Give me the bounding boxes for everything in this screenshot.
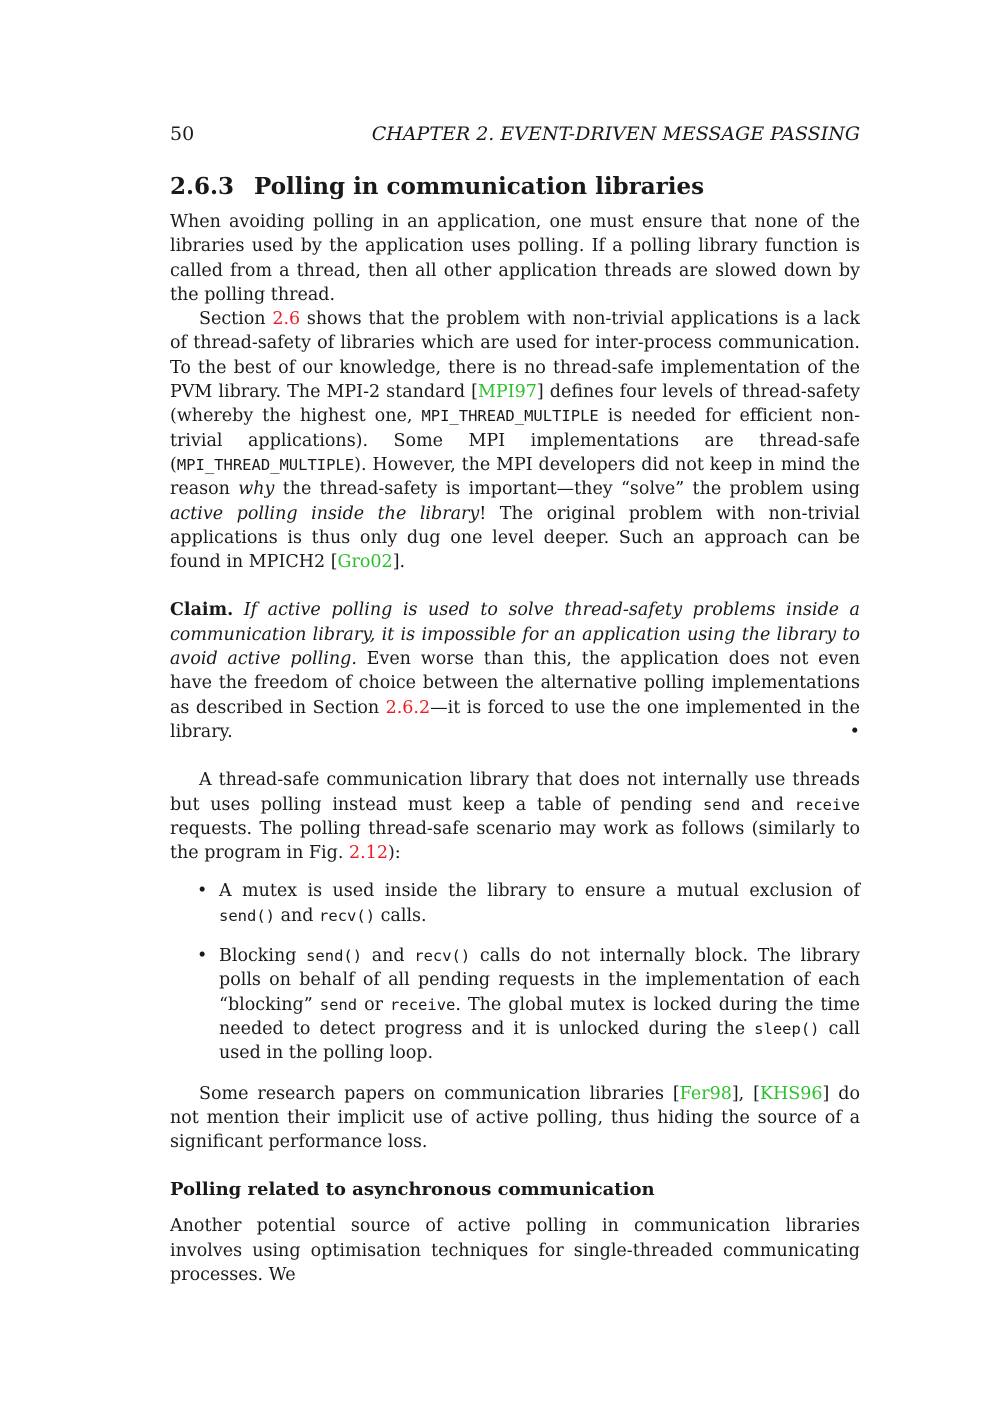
code-term: recv() [319,906,376,925]
code-term: receive [390,995,456,1014]
section-ref-link[interactable]: 2.6.2 [385,697,431,718]
code-term: send [702,795,741,814]
code-term: sleep() [754,1019,820,1038]
bullet-icon: • [197,881,208,902]
code-term: send() [219,906,275,925]
figure-ref-link[interactable]: 2.12 [348,843,388,864]
list-item: • A mutex is used inside the library to ensure a mutual exclusion of send() and recv() calls. [197,881,860,926]
bullet-icon: • [197,946,208,967]
paragraph-5: Another potential source of active polling in communication libraries involves using optimisation techniques for single-threaded communicating processes. We [170,1216,860,1285]
citation-link[interactable]: Fer98 [679,1083,732,1104]
main-content [170,172,860,1287]
page-number: 50 [170,123,195,145]
section-title: Polling in communication libraries [254,173,705,200]
claim-statement: If active polling is used to solve thread-safety problems inside a communication library, it is impossible for an application using the library to avoid active polling. [170,600,860,670]
code-term: send [319,995,358,1014]
code-term: MPI_THREAD_MULTIPLE [176,455,355,474]
running-title: CHAPTER 2. EVENT-DRIVEN MESSAGE PASSING [371,123,860,145]
paragraph-1: When avoiding polling in an application, one must ensure that none of the libraries used by the application uses polling. If a polling library function is called from a thread, then all other application threads are slowed down by the polling thread. [170,212,860,305]
citation-link[interactable]: MPI97 [478,382,537,403]
claim-label: Claim. [170,600,234,621]
subsection-heading: Polling related to asynchronous communication [170,1179,655,1201]
code-term: recv() [414,947,471,966]
list-item: • Blocking send() and recv() calls do not internally block. The library polls on behalf of all pending requests in the implementation of each “blocking” send or receive. The global mutex is locked during the time needed to detect progress and it is unlocked during the sleep() call used in the polling loop. [197,946,860,1064]
code-term: send() [306,947,363,966]
end-of-claim-bullet: • [849,721,860,742]
section-number: 2.6.3 [170,173,235,200]
paragraph-2: Section 2.6 shows that the problem with non-trivial applications is a lack of thread-safety of libraries which are used for inter-process communication. To the best of our knowledge, there is no thread-safe implementation of the PVM library. The MPI-2 standard [MPI97] defines four levels of thread-safety (whereby the highest one, MPI_THREAD_MULTIPLE is needed for efficient non-trivial applications). Some MPI implementations are thread-safe (MPI_THREAD_MULTIPLE). However, the MPI developers did not keep in mind the reason why the thread-safety is important—they “solve” the problem using active polling inside the library! The original problem with non-trivial applications is thus only dug one level deeper. Such an approach can be found in MPICH2 [Gro02]. [170,309,860,573]
paragraph-3: A thread-safe communication library that does not internally use threads but uses polling instead must keep a table of pending send and receive requests. The polling thread-safe scenario may work as follows (similarly to the program in Fig. 2.12): [170,770,860,864]
citation-link[interactable]: KHS96 [759,1083,823,1104]
paragraph-4: Some research papers on communication libraries [Fer98], [KHS96] do not mention their implicit use of active polling, thus hiding the source of a significant performance loss. [170,1083,860,1153]
section-heading [170,172,860,202]
page-header [170,122,860,146]
citation-link[interactable]: Gro02 [337,552,393,573]
claim-block: Claim. If active polling is used to solve thread-safety problems inside a communication library, it is impossible for an application using the library to avoid active polling. Even worse than this, the application does not even have the freedom of choice between the alternative polling implementations as described in Section 2.6.2—it is forced to use the one implemented in the library. • [170,598,860,744]
bullet-list [170,879,860,1065]
code-term: MPI_THREAD_MULTIPLE [421,407,599,426]
section-ref-link[interactable]: 2.6 [272,309,301,330]
code-term: receive [794,795,860,814]
